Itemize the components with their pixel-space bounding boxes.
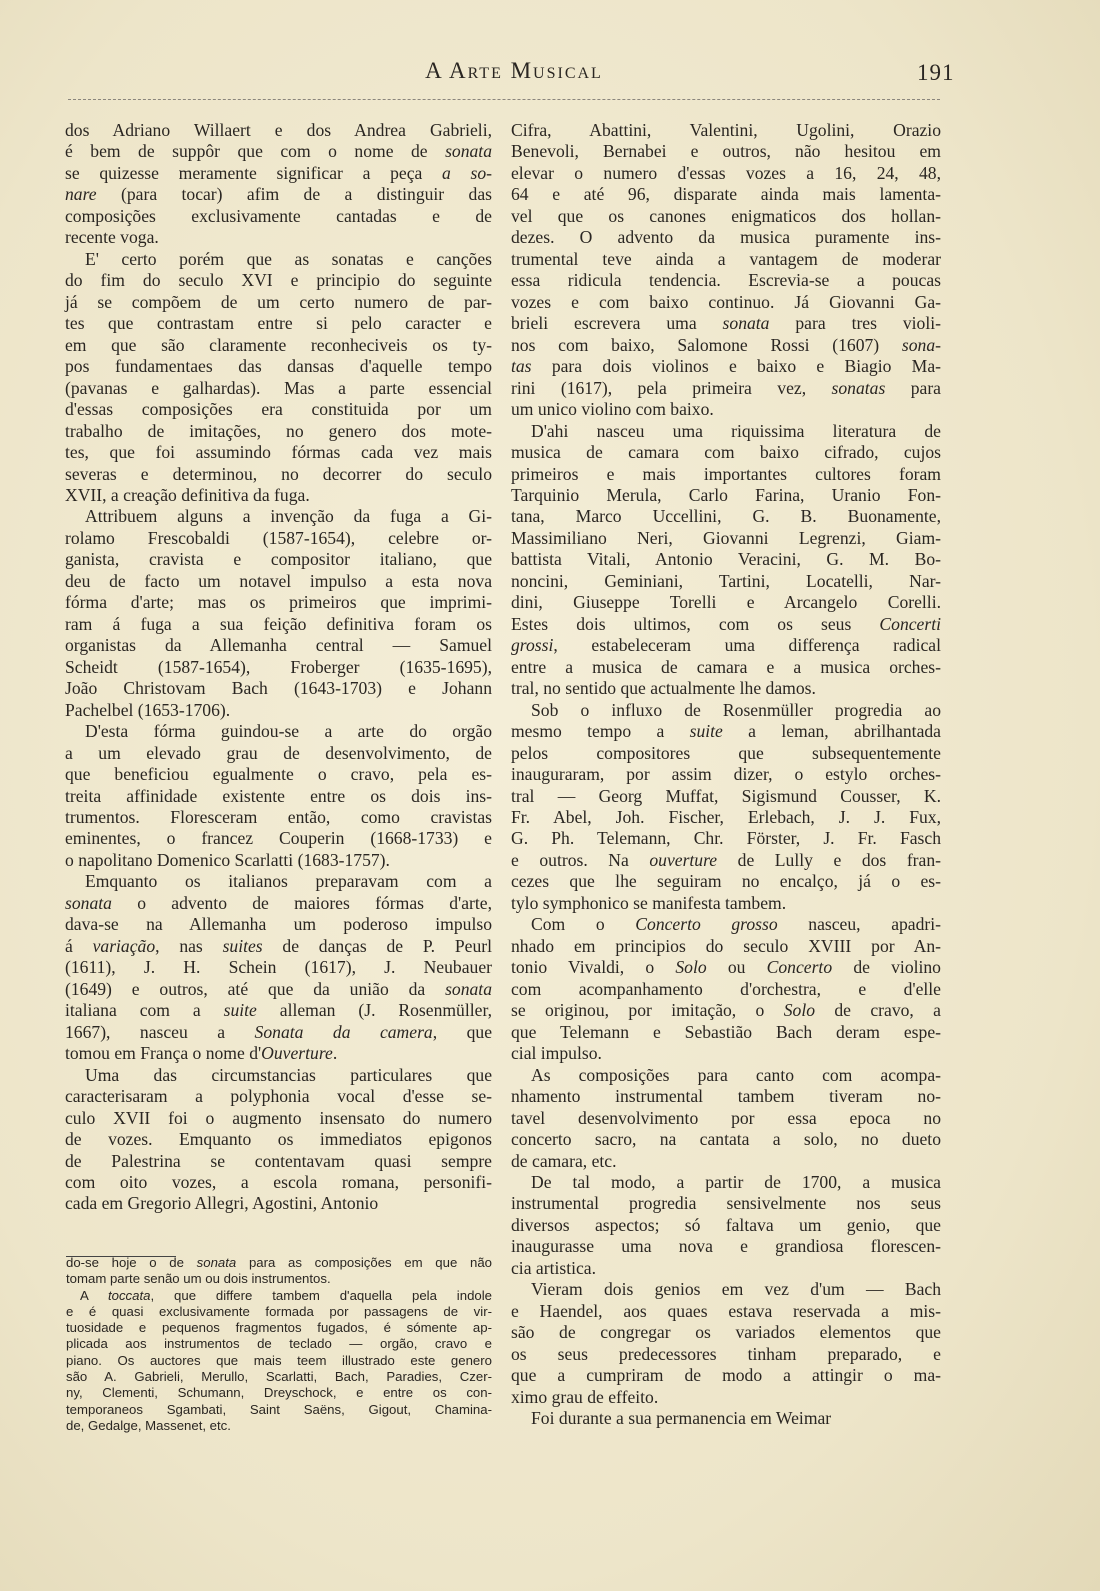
text-line [65, 184, 492, 205]
footnotes [66, 1255, 492, 1434]
text-line [511, 1000, 941, 1021]
text-line: Fr. Abel, Joh. Fischer, Erlebach, J. J. Fux, [511, 807, 941, 827]
header-divider [68, 99, 940, 100]
italic-text: sona- [901, 334, 941, 355]
italic-text: Concerto grosso [635, 914, 778, 935]
text-line: e é quasi exclusivamente formada por passagens de vir- [66, 1303, 492, 1319]
italic-text: sonata [445, 141, 492, 162]
text-line: elevar o numero d'essas vozes a 16, 24, 48, [511, 162, 941, 183]
text-line: vel que os canones enigmaticos dos hollan- [511, 205, 941, 226]
text-line: inauguraram, por assim dizer, o estylo orches- [511, 764, 941, 785]
text-segment: de Lully e dos fran- [717, 849, 941, 870]
text-line: trabalho de imitações, no genero dos mote- [65, 420, 492, 441]
paragraph [511, 1065, 941, 1172]
text-segment: á [65, 935, 93, 956]
text-segment: . [332, 1043, 338, 1064]
text-line: cezes que lhe seguiram no encalço, já o es- [511, 871, 941, 892]
paragraph [511, 1172, 941, 1279]
text-line: plicada aos instrumentos de teclado — orgão, cravo e [66, 1336, 492, 1352]
text-line: em que são claramente reconheciveis os ty- [65, 334, 492, 355]
text-line [65, 1000, 492, 1021]
text-line: Vieram dois genios em vez d'um — Bach [531, 1279, 941, 1300]
text-segment: para tres violi- [769, 313, 941, 334]
text-line [65, 141, 492, 162]
text-line: tavel desenvolvimento por essa epoca no [511, 1107, 941, 1128]
text-line: primeiros e mais importantes cultores foram [511, 463, 941, 484]
text-line: rolamo Frescobaldi (1587-1654), celebre or- [65, 527, 492, 548]
text-line: battista Vitali, Antonio Veracini, G. M. Bo- [511, 549, 941, 570]
text-line: João Christovam Bach (1643-1703) e Johann [65, 678, 492, 699]
paragraph [65, 871, 492, 1064]
text-line [65, 163, 492, 184]
text-segment: (para tocar) afim de a distinguir das [96, 184, 492, 205]
text-line: nhado em principios do seculo XVIII por An- [511, 935, 941, 956]
text-line: XVII, a creação definitiva da fuga. [65, 484, 310, 505]
text-line: e Haendel, aos quaes estava reservada a mis- [511, 1300, 941, 1321]
text-line: tral, no sentido que actualmente lhe damos. [511, 678, 816, 699]
text-line: organistas da Allemanha central — Samuel [65, 635, 492, 656]
running-header-title: A Arte Musical [425, 58, 603, 83]
text-line: ny, Clementi, Schumann, Dreyschock, e entre os con- [66, 1385, 492, 1401]
text-segment: para [885, 377, 941, 398]
text-segment: o advento de maiores fórmas d'arte, [111, 892, 492, 913]
text-line: treita affinidade existente entre os dois ins- [65, 785, 492, 806]
text-line: cada em Gregorio Allegri, Agostini, Antonio [65, 1193, 379, 1214]
page-number: 191 [917, 60, 955, 85]
text-segment: , estabeleceram uma differença radical [553, 635, 941, 656]
text-line: Foi durante a sua permanencia em Weimar [531, 1408, 832, 1429]
text-line [511, 721, 941, 742]
text-line: tomam parte senão um ou dois instrumentos. [66, 1271, 331, 1287]
text-line: tylo symphonico se manifesta tambem. [511, 892, 787, 913]
text-segment: brieli escrevera uma [511, 313, 723, 334]
text-line: (1611), J. H. Schein (1617), J. Neubauer [65, 957, 492, 978]
paragraph [65, 249, 492, 507]
text-line: G. Ph. Telemann, Chr. Förster, J. Fr. Fasch [511, 828, 941, 849]
italic-text: Concerti [879, 613, 941, 634]
text-line: D'esta fórma guindou-se a arte do orgão [85, 721, 492, 742]
text-segment: rini (1617), pela primeira vez, [511, 377, 832, 398]
text-line: os seus predecessores tinham preparado, e [511, 1343, 941, 1364]
text-line: tes, que foi assumindo fórmas cada vez mais [65, 442, 492, 463]
text-segment: A [80, 1287, 108, 1303]
text-line: Scheidt (1587-1654), Froberger (1635-1695), [65, 656, 492, 677]
text-line: Tarquinio Merula, Carlo Farina, Uranio Fon- [511, 484, 941, 505]
text-line: Emquanto os italianos preparavam com a [85, 871, 492, 892]
italic-text: suite [223, 1000, 257, 1021]
text-line: já se compõem de um certo numero de par- [65, 291, 492, 312]
text-line [511, 313, 941, 334]
text-segment: ou [706, 957, 767, 978]
text-segment: é bem de suppôr que com o nome de [65, 141, 446, 162]
left-column [65, 120, 492, 1215]
text-line: D'ahi nasceu uma riquissima literatura de [531, 420, 941, 441]
text-line: Massimiliano Neri, Giovanni Legrenzi, Giam- [511, 527, 941, 548]
text-line: um unico violino com baixo. [511, 399, 714, 420]
text-segment: se originou, por imitação, o [511, 1000, 784, 1021]
paragraph [511, 1279, 941, 1408]
paragraph [66, 1255, 492, 1288]
text-segment: se quizesse meramente significar a peça [65, 162, 442, 183]
text-segment: nos com baixo, Salomone Rossi (1607) [511, 334, 902, 355]
text-line: tes que contrastam entre si pelo caracter e [65, 313, 492, 334]
text-line: o napolitano Domenico Scarlatti (1683-1757). [65, 849, 390, 870]
text-line: Sob o influxo de Rosenmüller progredia ao [531, 699, 941, 720]
text-line: são de congregar os variados elementos que [511, 1322, 941, 1343]
text-segment: italiana com a [65, 1000, 224, 1021]
text-line [511, 914, 941, 935]
text-line [511, 850, 941, 871]
italic-text: Concerto [766, 957, 833, 978]
text-line: pelos compositores que subsequentemente [511, 742, 941, 763]
text-line: ram á fuga a sua feição definitiva foram os [65, 613, 492, 634]
text-line: piano. Os auctores que mais teem illustrado este genero [66, 1352, 492, 1368]
text-line [511, 378, 941, 399]
italic-text: nare [65, 184, 97, 205]
text-line: recente voga. [65, 227, 159, 248]
text-line: Uma das circumstancias particulares que [85, 1064, 492, 1085]
italic-text: variação [92, 935, 156, 956]
text-line: do fim do seculo XVI e principio do seguinte [65, 270, 492, 291]
text-line: cia artistica. [511, 1257, 596, 1278]
text-line: Cifra, Abattini, Valentini, Ugolini, Orazio [511, 120, 941, 140]
text-segment: do-se hoje o de [66, 1255, 197, 1270]
italic-text: suite [689, 721, 723, 742]
text-line: deu de facto um notavel impulso a esta nova [65, 570, 492, 591]
text-line: Attribuem alguns a invenção da fuga a Gi- [85, 506, 492, 527]
italic-text: tas [511, 356, 532, 377]
text-segment: nasceu, apadri- [777, 914, 942, 935]
text-line: concerto sacro, na cantata a solo, no dueto [511, 1129, 941, 1150]
text-line [511, 614, 941, 635]
text-line [65, 893, 492, 914]
text-segment: alleman (J. Rosenmüller, [256, 1000, 492, 1021]
paragraph [65, 721, 492, 871]
text-line [66, 1288, 492, 1304]
italic-text: Ouverture [261, 1043, 333, 1064]
italic-text: grossi [511, 635, 554, 656]
text-line: pos fundamentaes das dansas d'aquelle tempo [65, 356, 492, 377]
text-line: de vozes. Emquanto os immediatos epigonos [65, 1129, 492, 1150]
text-line [511, 356, 941, 377]
text-line [65, 979, 492, 1000]
text-line: (pavanas e galhardas). Mas a parte essencial [65, 377, 492, 398]
text-line: dezes. O advento da musica puramente ins- [511, 227, 941, 248]
text-segment: (1649) e outros, até que da união da [65, 978, 446, 999]
italic-text: sonata [445, 978, 492, 999]
text-line: essa ridicula tendencia. Escrevia-se a poucas [511, 270, 941, 291]
text-line: dos Adriano Willaert e dos Andrea Gabrieli, [65, 120, 492, 140]
italic-text: ouverture [649, 849, 718, 870]
paragraph [511, 120, 941, 421]
text-line: de, Gedalge, Massenet, etc. [66, 1417, 231, 1433]
text-line [65, 1043, 492, 1064]
text-line: trumental teve ainda a vantagem de moderar [511, 248, 941, 269]
text-line: tral — Georg Muffat, Sigismund Cousser, K. [511, 785, 941, 806]
text-line: cial impulso. [511, 1043, 602, 1064]
italic-text: sonata [65, 892, 112, 913]
text-line: culo XVII foi o augmento insensato do numero [65, 1107, 492, 1128]
text-segment: e outros. Na [511, 849, 650, 870]
text-segment: Com o [531, 914, 636, 935]
text-segment: , que [432, 1021, 493, 1042]
text-line: ganista, cravista e compositor italiano, que [65, 549, 492, 570]
text-segment: para as composições em que não [236, 1255, 492, 1270]
text-segment: de danças de P. Peurl [262, 935, 492, 956]
text-line: tuosidade e pequenos fragmentos fugados, é sómente ap- [66, 1320, 492, 1336]
text-line: d'essas composições era constituida por um [65, 399, 492, 420]
text-line: noncini, Geminiani, Tartini, Locatelli, Nar- [511, 570, 941, 591]
text-line: E' certo porém que as sonatas e canções [85, 248, 492, 269]
italic-text: toccata [107, 1287, 151, 1303]
text-line: trumentos. Floresceram então, como cravistas [65, 807, 492, 827]
italic-text: sonata [722, 313, 770, 334]
text-line: são A. Gabrieli, Merullo, Scarlatti, Bach, Paradies, Czer- [66, 1369, 492, 1385]
text-line: que a cumpriram de modo a attingir o ma- [511, 1365, 941, 1386]
text-segment: a leman, abrilhantada [722, 721, 941, 742]
paragraph [65, 506, 492, 721]
paragraph [511, 700, 941, 915]
italic-text: sonata [196, 1255, 237, 1270]
text-segment: de violino [832, 957, 941, 978]
paragraph [511, 421, 941, 700]
text-line: vozes e com baixo continuo. Já Giovanni Ga- [511, 291, 941, 312]
text-line: diversos aspectos; só faltava um genio, que [511, 1214, 941, 1235]
text-line [511, 957, 941, 978]
text-segment: tomou em França o nome d' [65, 1043, 262, 1064]
text-line: de camara, etc. [511, 1150, 617, 1171]
text-line: inaugurasse uma nova e grandiosa florescen- [511, 1236, 941, 1257]
text-line: severas e determinou, no decorrer do seculo [65, 463, 492, 484]
italic-text: a so- [442, 162, 492, 183]
italic-text: sonatas [831, 377, 886, 398]
text-line [65, 1022, 492, 1043]
text-segment: , nas [155, 935, 223, 956]
italic-text: Solo [783, 1000, 816, 1021]
italic-text: Sonata da camera [254, 1021, 433, 1042]
text-line: de Palestrina se contentavam quasi sempre [65, 1150, 492, 1171]
text-line: a um elevado grau de desenvolvimento, de [65, 742, 492, 763]
text-line: com oito vozes, a escola romana, personifi- [65, 1171, 492, 1192]
text-line: temporaneos Sgambati, Saint Saëns, Gigout, Chamina- [66, 1401, 492, 1417]
text-line [66, 1255, 492, 1271]
text-line: que beneficiou egualmente o cravo, pela es- [65, 764, 492, 785]
text-line: entre a musica de camara e a musica orches- [511, 656, 941, 677]
paragraph [511, 1408, 941, 1429]
text-line: As composições para canto com acompa- [531, 1064, 941, 1085]
paragraph [511, 914, 941, 1064]
text-line: Pachelbel (1653-1706). [65, 699, 231, 720]
text-line: 64 e até 96, disparate ainda mais lamenta- [511, 184, 941, 205]
text-line: eminentes, o francez Couperin (1668-1733) e [65, 828, 492, 849]
text-line: Benevoli, Bernabei e outros, não hesitou em [511, 141, 941, 162]
text-line [511, 635, 941, 656]
text-line [511, 335, 941, 356]
text-segment: mesmo tempo a [511, 721, 690, 742]
paragraph [66, 1288, 492, 1435]
text-line: fórma d'arte; mas os primeiros que imprimi- [65, 592, 492, 613]
text-line: composições exclusivamente cantadas e de [65, 205, 492, 226]
text-line: nhamento instrumental tambem tiveram no- [511, 1086, 941, 1107]
text-line [65, 936, 492, 957]
text-line: dava-se na Allemanha um poderoso impulso [65, 914, 492, 935]
text-segment: para dois violinos e baixo e Biagio Ma- [531, 356, 941, 377]
text-segment: de cravo, a [815, 1000, 941, 1021]
paragraph [65, 120, 492, 249]
text-line: tana, Marco Uccellini, G. B. Buonamente, [511, 506, 941, 527]
text-line: instrumental progredia sensivelmente nos seus [511, 1193, 941, 1214]
text-segment: 1667), nasceu a [65, 1021, 255, 1042]
text-line: com acompanhamento d'orchestra, e d'elle [511, 978, 941, 999]
text-line: De tal modo, a partir de 1700, a musica [531, 1171, 941, 1192]
text-line: musica de camara com baixo cifrado, cujos [511, 442, 941, 463]
text-segment: Estes dois ultimos, com os seus [511, 613, 880, 634]
paragraph [65, 1065, 492, 1215]
text-line: ximo grau de effeito. [511, 1386, 659, 1407]
text-line: caracterisaram a polyphonia vocal d'esse se- [65, 1086, 492, 1107]
right-column [511, 120, 941, 1430]
text-line: que Telemann e Sebastião Bach deram espe- [511, 1021, 941, 1042]
italic-text: Solo [675, 957, 707, 978]
text-line: dini, Giuseppe Torelli e Arcangelo Corelli. [511, 592, 941, 613]
text-segment: tonio Vivaldi, o [511, 957, 676, 978]
text-segment: , que differe tambem d'aquella pela indole [150, 1287, 492, 1303]
italic-text: suites [222, 935, 263, 956]
